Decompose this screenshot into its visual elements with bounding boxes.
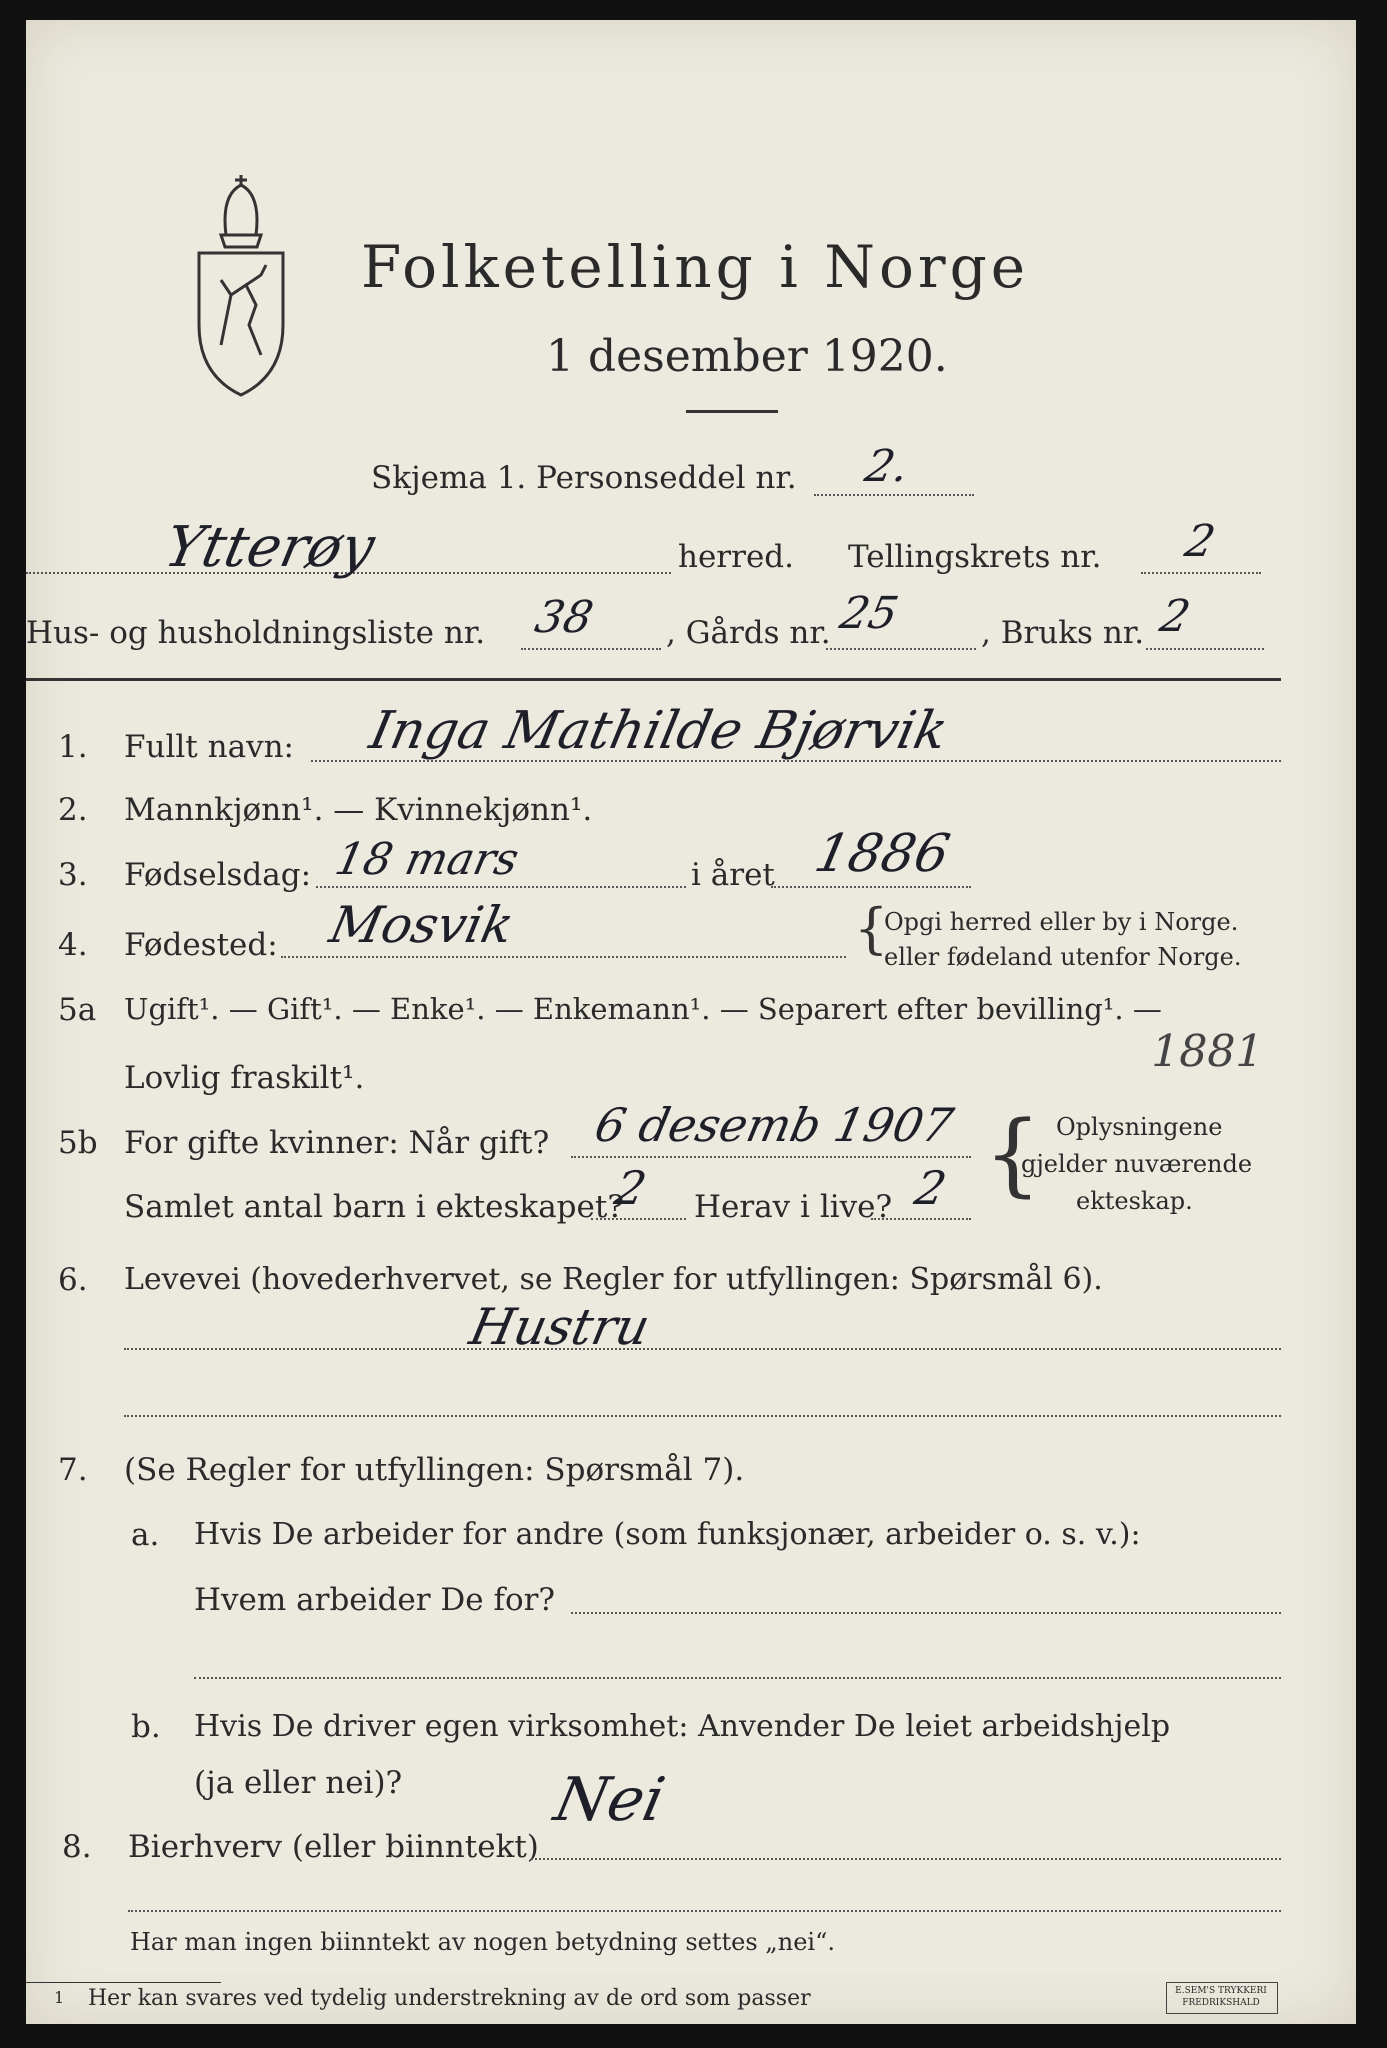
q3-year-value: 1886: [809, 824, 955, 884]
q4-label: Fødested:: [124, 927, 278, 963]
q5b-value: 6 desemb 1907: [590, 1098, 958, 1152]
q7a-label: Hvis De arbeider for andre (som funksjonær, arbeider o. s. v.):: [194, 1517, 1141, 1552]
q8-number: 8.: [62, 1829, 92, 1865]
q1-value: Inga Mathilde Bjørvik: [364, 701, 953, 761]
q5b-children-label: Samlet antal barn i ekteskapet?: [124, 1189, 624, 1225]
herred-value: Ytterøy: [159, 515, 381, 580]
q3-day-value: 18 mars: [330, 834, 524, 885]
form-title: Folketelling i Norge: [361, 233, 1030, 301]
coat-of-arms-icon: [191, 175, 291, 400]
q5b-line: [571, 1156, 971, 1158]
q7a-label-2: Hvem arbeider De for?: [194, 1582, 556, 1618]
q7a-line-1: [571, 1612, 1281, 1614]
q2-number: 2.: [58, 792, 88, 828]
q5b-note-2: gjelder nuværende: [1021, 1150, 1253, 1178]
gards-line: [826, 648, 976, 650]
husliste-value: 38: [530, 592, 598, 643]
q3-label: Fødselsdag:: [124, 857, 312, 893]
footnote-divider: [26, 1982, 221, 1983]
footnote-text: Her kan svares ved tydelig understrekning av de ord som passer: [88, 1986, 811, 2011]
q4-note-1: Opgi herred eller by i Norge.: [884, 908, 1239, 936]
q5b-note-3: ekteskap.: [1076, 1187, 1193, 1215]
gards-label: , Gårds nr.: [666, 615, 831, 651]
q5a-label: Ugift¹. — Gift¹. — Enke¹. — Enkemann¹. — Separert efter bevilling¹. —: [124, 992, 1162, 1026]
q8-line-2: [128, 1910, 1281, 1912]
bruks-label: , Bruks nr.: [981, 615, 1145, 651]
q3-number: 3.: [58, 857, 88, 893]
q5a-margin-note: 1881: [1145, 1026, 1269, 1077]
q7b-label-2: (ja eller nei)?: [194, 1765, 403, 1801]
q7-label: (Se Regler for utfyllingen: Spørsmål 7).: [124, 1452, 745, 1488]
husliste-label: Hus- og husholdningsliste nr.: [26, 615, 486, 651]
printer-mark: E.SEM'S TRYKKERI FREDRIKSHALD: [1175, 1986, 1267, 2008]
q5b-note-1: Oplysningene: [1056, 1113, 1223, 1141]
q5b-brace: {: [984, 1102, 1042, 1207]
q7a-number: a.: [131, 1517, 160, 1553]
schema-nr-value: 2.: [860, 441, 914, 492]
q5b-label: For gifte kvinner: Når gift?: [124, 1125, 550, 1161]
q6-label: Levevei (hovederhvervet, se Regler for utfyllingen: Spørsmål 6).: [124, 1262, 1103, 1297]
schema-label: Skjema 1. Personseddel nr.: [371, 460, 797, 496]
q8-value: Nei: [548, 1765, 671, 1835]
q7b-label: Hvis De driver egen virksomhet: Anvender De leiet arbeidshjelp: [194, 1709, 1171, 1744]
q5a-number: 5a: [58, 992, 97, 1028]
q2-label: Mannkjønn¹. — Kvinnekjønn¹.: [124, 792, 593, 828]
header-divider: [26, 678, 1281, 681]
q4-note-2: eller fødeland utenfor Norge.: [884, 943, 1242, 971]
q8-label: Bierhverv (eller biinntekt): [128, 1829, 539, 1865]
q6-line-1: [124, 1348, 1281, 1350]
q7b-number: b.: [131, 1709, 161, 1745]
q3-day-line: [316, 886, 686, 888]
schema-line: [814, 494, 974, 496]
q5b-children-value: 2: [610, 1161, 652, 1215]
q5b-children-line: [591, 1218, 686, 1220]
q4-brace: {: [854, 897, 889, 960]
q3-year-label: i året: [691, 857, 775, 893]
tellingskrets-line: [1141, 572, 1261, 574]
q5a-label-2: Lovlig fraskilt¹.: [124, 1060, 365, 1096]
q4-value: Mosvik: [324, 896, 519, 954]
q7a-line-2: [194, 1677, 1281, 1679]
q6-line-2: [124, 1415, 1281, 1417]
q5b-alive-line: [871, 1218, 971, 1220]
gards-value: 25: [835, 588, 903, 639]
q7-number: 7.: [58, 1452, 88, 1488]
husliste-line: [521, 648, 661, 650]
bruks-value: 2: [1155, 591, 1195, 642]
q6-number: 6.: [58, 1262, 88, 1298]
census-form: [26, 20, 1356, 2024]
q6-value: Hustru: [464, 1298, 655, 1356]
q4-line: [281, 956, 846, 958]
title-divider: [686, 410, 778, 413]
q1-number: 1.: [58, 729, 88, 765]
q3-year-line: [771, 886, 971, 888]
q4-number: 4.: [58, 927, 88, 963]
bruks-line: [1146, 648, 1264, 650]
q1-label: Fullt navn:: [124, 729, 294, 765]
q8-line: [531, 1858, 1281, 1860]
census-date: 1 desember 1920.: [546, 331, 948, 382]
footer-note: Har man ingen biinntekt av nogen betydning settes „nei“.: [130, 1928, 835, 1956]
footnote-mark: 1: [54, 1988, 65, 2007]
q5b-alive-value: 2: [910, 1161, 952, 1215]
herred-label: herred.: [678, 539, 794, 575]
q5b-number: 5b: [58, 1125, 98, 1161]
q5b-alive-label: Herav i live?: [694, 1189, 893, 1225]
tellingskrets-label: Tellingskrets nr.: [848, 539, 1102, 575]
tellingskrets-value: 2: [1180, 516, 1220, 567]
